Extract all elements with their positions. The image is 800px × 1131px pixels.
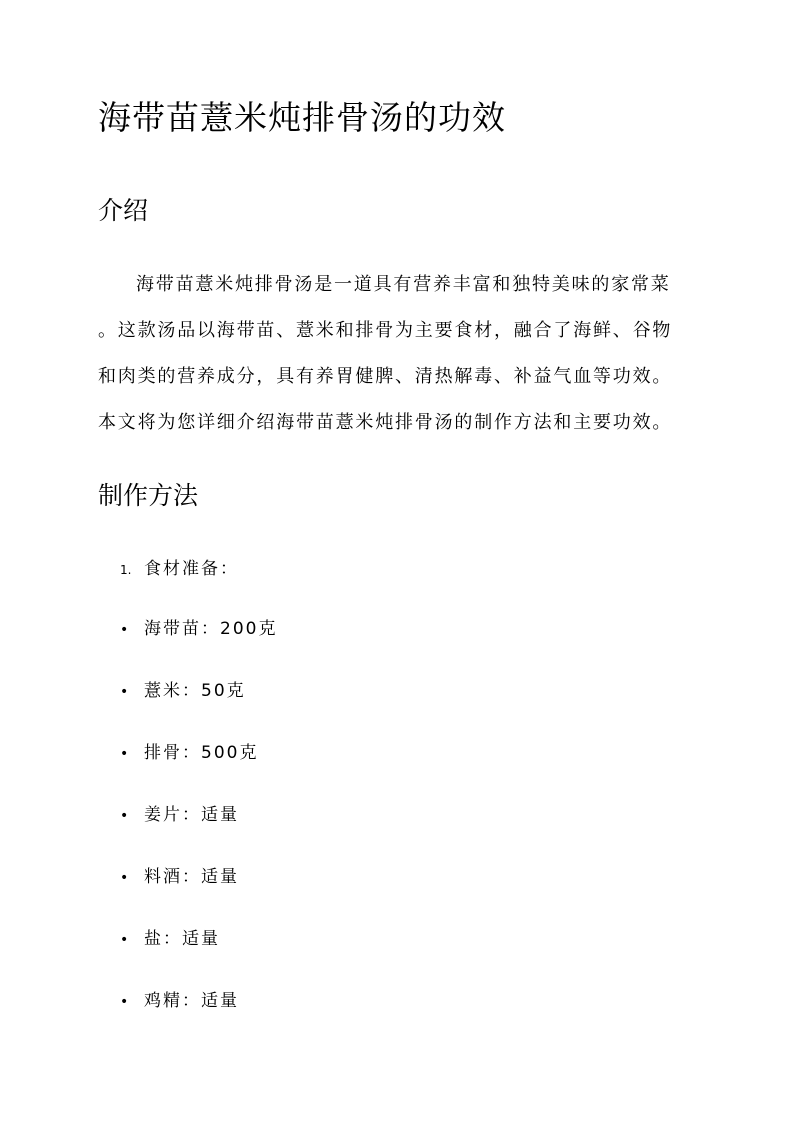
method-steps-list (120, 554, 239, 584)
bullet-icon: • (120, 932, 129, 948)
bullet-icon: • (120, 808, 129, 824)
list-item (120, 676, 277, 738)
intro-paragraph-line: 。这款汤品以海带苗、薏米和排骨为主要食材，融合了海鲜、谷物 (98, 320, 673, 341)
ingredient-text: 料酒：适量 (144, 867, 239, 887)
page-title: 海带苗薏米炖排骨汤的功效 (98, 98, 506, 137)
ingredient-text: 排骨：500克 (144, 743, 259, 763)
intro-paragraph (98, 262, 702, 446)
list-item (120, 738, 277, 800)
bullet-icon: • (120, 684, 129, 700)
intro-paragraph-line: 海带苗薏米炖排骨汤是一道具有营养丰富和独特美味的家常菜 (136, 274, 671, 295)
intro-heading: 介绍 (98, 196, 149, 225)
bullet-icon: • (120, 870, 129, 886)
list-item (120, 924, 277, 986)
step-text: 食材准备： (144, 559, 239, 579)
ingredient-text: 鸡精：适量 (144, 991, 239, 1011)
ingredient-text: 薏米：50克 (144, 681, 246, 701)
ingredients-list (120, 614, 277, 1048)
list-item (120, 800, 277, 862)
list-item (120, 986, 277, 1048)
bullet-icon: • (120, 622, 129, 638)
ingredient-text: 姜片：适量 (144, 805, 239, 825)
method-heading: 制作方法 (98, 481, 199, 510)
ingredient-text: 海带苗：200克 (144, 619, 278, 639)
list-item (120, 862, 277, 924)
bullet-icon: • (120, 994, 129, 1010)
step-number: 1. (120, 563, 132, 577)
ingredient-text: 盐：适量 (144, 929, 220, 949)
intro-paragraph-line: 和肉类的营养成分，具有养胃健脾、清热解毒、补益气血等功效。 (98, 366, 673, 387)
intro-paragraph-line: 本文将为您详细介绍海带苗薏米炖排骨汤的制作方法和主要功效。 (98, 412, 673, 433)
list-item (120, 554, 239, 584)
list-item (120, 614, 277, 676)
bullet-icon: • (120, 746, 129, 762)
